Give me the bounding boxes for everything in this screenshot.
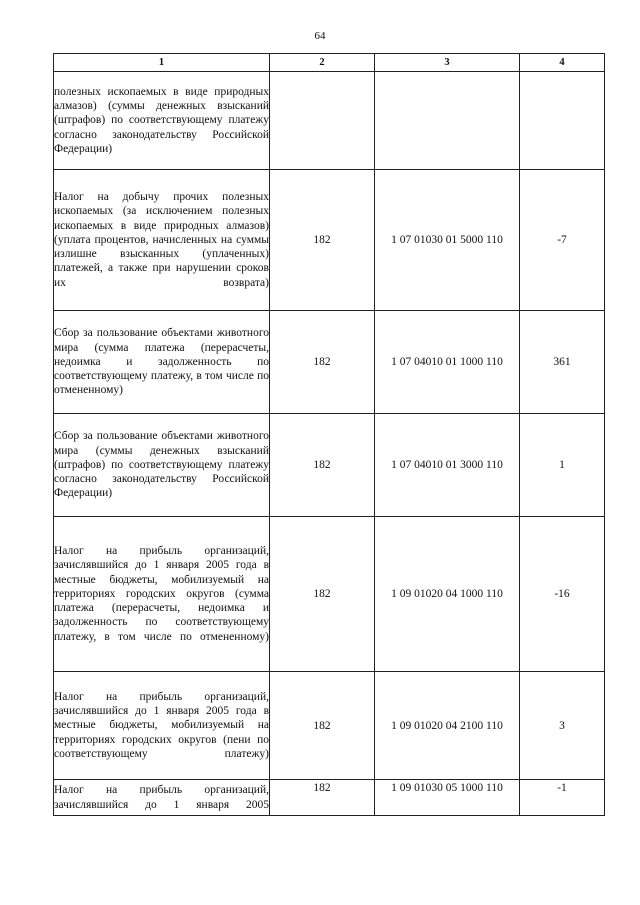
budget-code-cell: 1 09 01020 04 1000 110 bbox=[375, 517, 520, 672]
amount-cell: -16 bbox=[520, 517, 605, 672]
income-name-cell bbox=[54, 780, 270, 816]
income-name-cell bbox=[54, 672, 270, 780]
amount-cell: 1 bbox=[520, 414, 605, 517]
income-name: Налог на прибыль организаций, зачислявшийся до 1 января 2005 года в местные бюджеты, мобилизуемый на территориях городских округов (сумма платежа (перерасчеты, недоимка и задолженность по соответствующему платежу, в том числе по отмененному) bbox=[54, 545, 269, 643]
income-name: Налог на добычу прочих полезных ископаемых (за исключением полезных ископаемых в виде природных алмазов) (уплата процентов, начисленных на суммы излишне взысканных (уплаченных) платежей, а также при нарушении сроков их возврата) bbox=[54, 191, 269, 289]
budget-code-cell: 1 07 04010 01 3000 110 bbox=[375, 414, 520, 517]
admin-code-cell: 182 bbox=[270, 414, 375, 517]
table-row bbox=[54, 170, 605, 311]
header-row bbox=[54, 54, 605, 72]
page-number: 64 bbox=[314, 30, 326, 42]
income-name-cell bbox=[54, 72, 270, 170]
admin-code-cell: 182 bbox=[270, 517, 375, 672]
admin-code-cell: 182 bbox=[270, 170, 375, 311]
income-name-cell bbox=[54, 414, 270, 517]
income-name-cell bbox=[54, 517, 270, 672]
amount-cell: 361 bbox=[520, 311, 605, 414]
income-name: Налог на прибыль организаций, зачислявшийся до 1 января 2005 года в местные бюджеты, мобилизуемый на территориях городских округов (пени по соответствующему платежу) bbox=[54, 690, 269, 760]
table-row bbox=[54, 311, 605, 414]
amount-cell bbox=[520, 72, 605, 170]
income-name-cell bbox=[54, 311, 270, 414]
amount-cell: -1 bbox=[520, 780, 605, 816]
budget-code-cell: 1 09 01030 05 1000 110 bbox=[375, 780, 520, 816]
income-name: полезных ископаемых в виде природных алмазов) (суммы денежных взысканий (штрафов) по соответствующему платежу согласно законодательству Российской Федерации) bbox=[54, 85, 269, 155]
budget-code-cell: 1 09 01020 04 2100 110 bbox=[375, 672, 520, 780]
amount-cell: -7 bbox=[520, 170, 605, 311]
budget-code-cell bbox=[375, 72, 520, 170]
income-name: Сбор за пользование объектами животного мира (сумма платежа (перерасчеты, недоимка и задолженность по соответствующему платежу, в том числе по отмененному) bbox=[54, 327, 269, 397]
budget-code-cell: 1 07 01030 01 5000 110 bbox=[375, 170, 520, 311]
table-row bbox=[54, 72, 605, 170]
income-name: Налог на прибыль организаций, зачислявшийся до 1 января 2005 bbox=[54, 784, 269, 811]
income-name-cell bbox=[54, 170, 270, 311]
admin-code-cell bbox=[270, 72, 375, 170]
table-row bbox=[54, 517, 605, 672]
table-row bbox=[54, 780, 605, 816]
income-name: Сбор за пользование объектами животного мира (суммы денежных взысканий (штрафов) по соответствующему платежу согласно законодательству Российской Федерации) bbox=[54, 430, 269, 500]
admin-code-cell: 182 bbox=[270, 672, 375, 780]
admin-code-cell: 182 bbox=[270, 311, 375, 414]
amount-cell: 3 bbox=[520, 672, 605, 780]
col-header-4: 4 bbox=[520, 54, 605, 72]
col-header-2: 2 bbox=[270, 54, 375, 72]
budget-table bbox=[53, 53, 605, 816]
table-row bbox=[54, 672, 605, 780]
table-row bbox=[54, 414, 605, 517]
col-header-3: 3 bbox=[375, 54, 520, 72]
budget-code-cell: 1 07 04010 01 1000 110 bbox=[375, 311, 520, 414]
col-header-1: 1 bbox=[54, 54, 270, 72]
admin-code-cell: 182 bbox=[270, 780, 375, 816]
